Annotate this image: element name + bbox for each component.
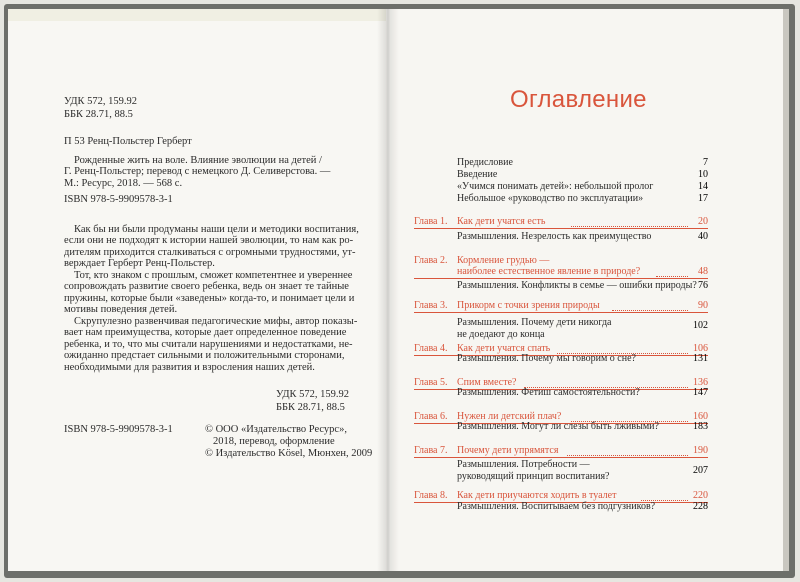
chapter-page: 20	[698, 216, 708, 227]
reflection-page: 76	[698, 280, 708, 291]
reflection-page: 147	[693, 387, 708, 398]
chapter-number: Глава 5.	[414, 377, 448, 388]
annotation-line: необходимыми для развития и взросления наших детей.	[64, 361, 315, 373]
chapter-title: наиболее естественное явление в природе?	[457, 266, 641, 277]
chapter-number: Глава 3.	[414, 300, 448, 311]
toc-front-label: Предисловие	[457, 157, 513, 168]
isbn-bottom: ISBN 978-5-9909578-3-1	[64, 424, 173, 435]
chapter-number: Глава 1.	[414, 216, 448, 227]
annotation-line: Как бы ни были продуманы наши цели и методики воспитания,	[74, 224, 359, 235]
biblio-line: М.: Ресурс, 2018. — 568 с.	[64, 177, 183, 189]
chapter-title: Прикорм с точки зрения природы	[457, 300, 600, 311]
toc-front-label: Введение	[457, 169, 498, 180]
reflection-line: Размышления. Почему мы говорим о сне?	[457, 353, 636, 364]
biblio-line: Рожденные жить на воле. Влияние эволюции на детей /	[74, 155, 322, 166]
annotation-line: дителям приходится сталкиваться с огромными трудностями, ут-	[64, 246, 356, 258]
annotation-line: ожиданно предстает сильными и положительными сторонами,	[64, 350, 345, 362]
annotation-paragraph-2	[64, 270, 364, 316]
chapter-title: Как дети приучаются ходить в туалет	[457, 490, 617, 501]
annotation-line: вает нам преимущества, которые дает определенное поведение	[64, 327, 347, 339]
chapter-page: 160	[693, 411, 708, 422]
annotation-line: мотивы поведения детей.	[64, 304, 178, 316]
toc-front-page: 17	[698, 193, 708, 204]
page-edge	[783, 9, 789, 571]
chapter-page: 220	[693, 490, 708, 501]
bibliographic-description	[64, 155, 364, 189]
chapter-number: Глава 8.	[414, 490, 448, 501]
annotation-line: пружины, которые были «заведены» когда-то, и понимает цели и	[64, 292, 355, 304]
bbk-bottom: ББК 28.71, 88.5	[276, 402, 345, 413]
left-page-top-band	[8, 9, 386, 21]
udk-top: УДК 572, 159.92	[64, 96, 138, 107]
reflection-line: Размышления. Конфликты в семье — ошибки природы?	[457, 280, 697, 291]
chapter-title: Спим вместе?	[457, 377, 517, 388]
chapter-rule	[414, 312, 708, 313]
copyright-line: 2018, перевод, оформление	[213, 436, 335, 447]
reflection-page: 102	[693, 320, 708, 331]
chapter-rule	[414, 457, 708, 458]
chapter-page: 90	[698, 300, 708, 311]
reflection-page: 207	[693, 465, 708, 476]
toc-front-label: «Учимся понимать детей»: небольшой пролог	[457, 181, 654, 192]
chapter-number: Глава 2.	[414, 255, 448, 266]
reflection-line: Размышления. Почему дети никогда	[457, 317, 612, 328]
chapter-page: 106	[693, 343, 708, 354]
toc-front-page: 7	[703, 157, 708, 168]
annotation-line: если они не подходят к истории нашей эволюции, то нам как ро-	[64, 235, 354, 247]
reflection-page: 183	[693, 421, 708, 432]
reflection-line: не доедают до конца	[457, 329, 545, 340]
author-line: П 53 Ренц-Польстер Герберт	[64, 136, 192, 147]
chapter-number: Глава 7.	[414, 445, 448, 456]
chapter-title: Почему дети упрямятся	[457, 445, 559, 456]
reflection-line: Размышления. Могут ли слезы быть лживыми?	[457, 421, 659, 432]
chapter-title: Как дети учатся есть	[457, 216, 546, 227]
isbn-top: ISBN 978-5-9909578-3-1	[64, 194, 173, 205]
chapter-title: Как дети учатся спать	[457, 343, 551, 354]
biblio-line: Г. Ренц-Польстер; перевод с немецкого Д. Селиверстова. —	[64, 166, 331, 178]
chapter-title: Нужен ли детский плач?	[457, 411, 562, 422]
reflection-line: руководящий принцип воспитания?	[457, 471, 610, 482]
chapter-number: Глава 4.	[414, 343, 448, 354]
toc-front-page: 10	[698, 169, 708, 180]
copyright-line: © Издательство Kösel, Мюнхен, 2009	[205, 448, 373, 459]
toc-front-label: Небольшое «руководство по эксплуатации»	[457, 193, 644, 204]
chapter-page: 48	[698, 266, 708, 277]
toc-front-page: 14	[698, 181, 708, 192]
chapter-number: Глава 6.	[414, 411, 448, 422]
reflection-line: Размышления. Фетиш самостоятельности?	[457, 387, 640, 398]
annotation-paragraph-3	[64, 316, 364, 373]
chapter-rule	[414, 228, 708, 229]
chapter-page: 136	[693, 377, 708, 388]
chapter-rule	[414, 278, 708, 279]
reflection-line: Размышления. Воспитываем без подгузников?	[457, 501, 656, 512]
copyright-line: © ООО «Издательство Ресурс»,	[205, 424, 347, 435]
reflection-line: Размышления. Потребности —	[457, 459, 590, 470]
reflection-page: 131	[693, 353, 708, 364]
bbk-top: ББК 28.71, 88.5	[64, 109, 133, 120]
chapter-page: 190	[693, 445, 708, 456]
annotation-line: Скрупулезно развенчивая педагогические мифы, автор показы-	[74, 316, 358, 327]
reflection-page: 228	[693, 501, 708, 512]
annotation-line: сопровождать развитие своего ребенка, ведь он знает те тайные	[64, 281, 349, 293]
reflection-page: 40	[698, 231, 708, 242]
udk-bottom: УДК 572, 159.92	[276, 389, 350, 400]
annotation-line: Тот, кто знаком с прошлым, сможет компетентнее и увереннее	[74, 270, 353, 281]
annotation-line: верждает Герберт Ренц-Польстер.	[64, 258, 215, 270]
annotation-paragraph-1	[64, 224, 364, 270]
book-gutter	[377, 9, 399, 571]
toc-title: Оглавление	[510, 86, 647, 113]
annotation-line: ребенка, и то, что мы считали нарушениями и недостатками, не-	[64, 338, 353, 350]
reflection-line: Размышления. Незрелость как преимущество	[457, 231, 652, 242]
chapter-title: Кормление грудью —	[457, 255, 550, 266]
